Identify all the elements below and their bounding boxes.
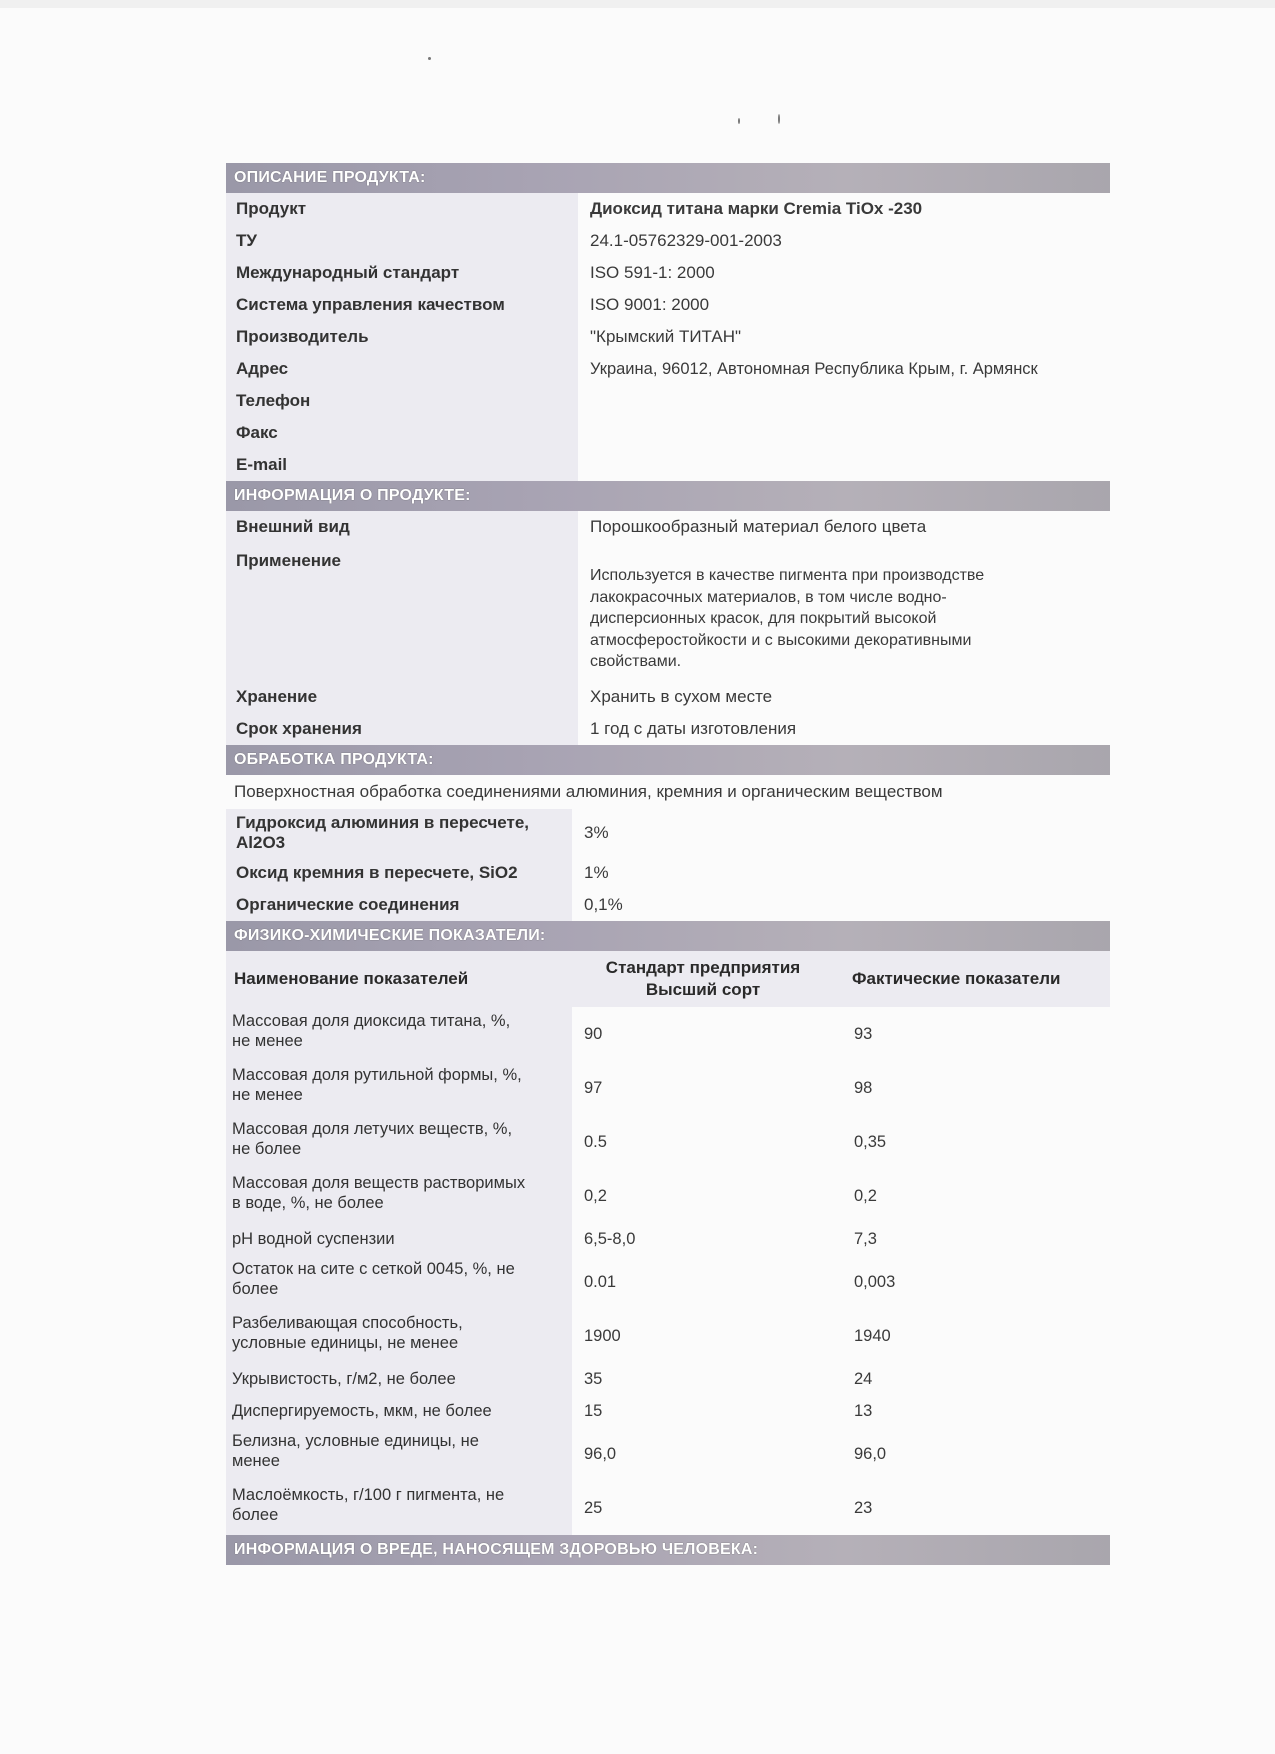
indicator-name-line: более <box>232 1280 279 1298</box>
standard-value: 96,0 <box>584 1444 617 1463</box>
indicator-name-line: Белизна, условные единицы, не <box>232 1432 479 1450</box>
table-row <box>226 809 1110 857</box>
table-row <box>226 321 1110 353</box>
header-standard-line: Стандарт предприятия <box>605 958 801 977</box>
physchem-rows <box>226 1007 1110 1535</box>
table-row <box>226 225 1110 257</box>
row-value: Порошкообразный материал белого цвета <box>590 517 927 536</box>
table-row <box>226 449 1110 481</box>
row-label: Факс <box>226 417 578 449</box>
row-label: Срок хранения <box>226 713 578 745</box>
table-row <box>226 1115 1110 1169</box>
indicator-name <box>226 1061 572 1115</box>
section-title: ИНФОРМАЦИЯ О ПРОДУКТЕ: <box>226 481 1110 511</box>
table-row <box>226 1363 1110 1395</box>
row-label: Оксид кремния в пересчете, SiO2 <box>226 857 572 889</box>
standard-value: 15 <box>584 1401 603 1420</box>
indicator-name <box>226 1363 572 1395</box>
indicator-name-line: менее <box>232 1452 280 1470</box>
indicator-name <box>226 1481 572 1535</box>
actual-value: 13 <box>854 1401 873 1420</box>
indicator-name-line: не менее <box>232 1032 303 1050</box>
indicator-name-line: Остаток на сите с сеткой 0045, %, не <box>232 1260 515 1278</box>
table-row <box>226 289 1110 321</box>
indicator-name <box>226 1223 572 1255</box>
usage-line: атмосферостойкости и с высокими декоративными <box>590 631 972 649</box>
indicator-name <box>226 1115 572 1169</box>
indicator-name <box>226 1255 572 1309</box>
table-row <box>226 857 1110 889</box>
table-row <box>226 1481 1110 1535</box>
scan-speck <box>778 114 780 124</box>
actual-value: 23 <box>854 1498 873 1517</box>
actual-value: 24 <box>854 1369 873 1388</box>
standard-value: 1900 <box>584 1326 621 1345</box>
table-row <box>226 1395 1110 1427</box>
row-value: Диоксид титана марки Cremia TiOx -230 <box>590 199 923 218</box>
product-info-section <box>226 481 1110 745</box>
actual-value: 96,0 <box>854 1444 887 1463</box>
row-label: Хранение <box>226 681 578 713</box>
actual-value: 7,3 <box>854 1229 877 1248</box>
actual-value: 1940 <box>854 1326 891 1345</box>
standard-value: 90 <box>584 1024 603 1043</box>
standard-value: 35 <box>584 1369 603 1388</box>
indicator-name <box>226 1427 572 1481</box>
table-row <box>226 1169 1110 1223</box>
scan-edge <box>0 0 1275 8</box>
header-standard <box>572 951 834 1007</box>
row-value: 24.1-05762329-001-2003 <box>590 231 782 250</box>
table-row <box>226 543 1110 681</box>
table-row <box>226 1427 1110 1481</box>
table-header <box>226 951 1110 1007</box>
row-value: 0,1% <box>584 895 623 914</box>
actual-value: 0,003 <box>854 1272 896 1291</box>
table-row <box>226 1255 1110 1309</box>
usage-line: лакокрасочных материалов, в том числе водно- <box>590 588 947 606</box>
row-label: Применение <box>226 543 578 681</box>
usage-line: Используется в качестве пигмента при производстве <box>590 567 985 584</box>
indicator-name-line: условные единицы, не менее <box>232 1334 459 1352</box>
indicator-name-line: Массовая доля рутильной формы, %, <box>232 1066 522 1084</box>
indicator-name <box>226 1169 572 1223</box>
table-row <box>226 681 1110 713</box>
scan-speck <box>738 118 740 124</box>
indicator-name-line: Массовая доля диоксида титана, %, <box>232 1012 511 1030</box>
actual-value: 98 <box>854 1078 873 1097</box>
indicator-name <box>226 1309 572 1363</box>
product-sheet <box>226 163 1110 1565</box>
indicator-name-line: Разбеливающая способность, <box>232 1314 463 1332</box>
row-label: Внешний вид <box>226 511 578 543</box>
row-label: Система управления качеством <box>226 289 578 321</box>
indicator-name-line: Диспергируемость, мкм, не более <box>232 1402 492 1420</box>
standard-value: 25 <box>584 1498 603 1517</box>
usage-line: дисперсионных красок, для покрытий высокой <box>590 610 937 627</box>
table-row <box>226 1309 1110 1363</box>
table-row <box>226 257 1110 289</box>
header-name: Наименование показателей <box>226 951 572 1007</box>
table-row <box>226 385 1110 417</box>
standard-value: 6,5-8,0 <box>584 1229 636 1248</box>
table-row <box>226 713 1110 745</box>
indicator-name-line: Массовая доля летучих веществ, %, <box>232 1120 513 1138</box>
section-title: ИНФОРМАЦИЯ О ВРЕДЕ, НАНОСЯЩЕМ ЗДОРОВЬЮ ЧЕЛОВЕКА: <box>226 1535 1110 1565</box>
indicator-name <box>226 1007 572 1061</box>
section-title: ФИЗИКО-ХИМИЧЕСКИЕ ПОКАЗАТЕЛИ: <box>226 921 1110 951</box>
physchem-section <box>226 921 1110 1535</box>
product-description-section <box>226 163 1110 481</box>
indicator-name <box>226 1395 572 1427</box>
indicator-name-line: в воде, %, не более <box>232 1194 384 1212</box>
row-label: ТУ <box>226 225 578 257</box>
row-label: Производитель <box>226 321 578 353</box>
standard-value: 97 <box>584 1078 603 1097</box>
row-label: Продукт <box>226 193 578 225</box>
indicator-name-line: более <box>232 1506 279 1524</box>
section-title: ОПИСАНИЕ ПРОДУКТА: <box>226 163 1110 193</box>
usage-line: свойствами. <box>590 653 682 670</box>
header-actual: Фактические показатели <box>834 951 1110 1007</box>
table-row <box>226 1223 1110 1255</box>
row-value: Хранить в сухом месте <box>590 687 773 706</box>
row-value: 3% <box>584 823 609 842</box>
indicator-name-line: не менее <box>232 1086 303 1104</box>
table-row <box>226 353 1110 385</box>
row-value: 1% <box>584 863 609 882</box>
row-value: Украина, 96012, Автономная Республика Крым, г. Армянск <box>590 360 1038 378</box>
table-row <box>226 417 1110 449</box>
row-label: Международный стандарт <box>226 257 578 289</box>
row-value: ISO 591-1: 2000 <box>590 263 715 282</box>
label-line: Al2O3 <box>236 833 286 852</box>
actual-value: 0,35 <box>854 1132 887 1151</box>
table-row <box>226 511 1110 543</box>
standard-value: 0,2 <box>584 1186 607 1205</box>
actual-value: 0,2 <box>854 1186 877 1205</box>
row-label: Адрес <box>226 353 578 385</box>
indicator-name-line: pH водной суспензии <box>232 1230 395 1248</box>
standard-value: 0.01 <box>584 1272 617 1291</box>
actual-value: 93 <box>854 1024 873 1043</box>
table-row <box>226 1061 1110 1115</box>
product-processing-section <box>226 745 1110 921</box>
header-standard-line: Высший сорт <box>645 980 761 999</box>
table-row <box>226 1007 1110 1061</box>
row-label: Органические соединения <box>226 889 572 921</box>
row-value <box>578 449 1110 481</box>
label-line: Гидроксид алюминия в пересчете, <box>236 813 529 832</box>
row-value <box>578 543 1110 681</box>
row-value: 1 год с даты изготовления <box>590 719 797 738</box>
scan-speck <box>428 57 431 60</box>
standard-value: 0.5 <box>584 1132 607 1151</box>
row-value: "Крымский ТИТАН" <box>590 327 742 346</box>
table-row <box>226 193 1110 225</box>
table-row <box>226 889 1110 921</box>
row-label: Телефон <box>226 385 578 417</box>
indicator-name-line: не более <box>232 1140 302 1158</box>
row-label: E-mail <box>226 449 578 481</box>
row-label <box>226 809 572 857</box>
row-value <box>578 385 1110 417</box>
indicator-name-line: Укрывистость, г/м2, не более <box>232 1370 456 1388</box>
processing-note: Поверхностная обработка соединениями алюминия, кремния и органическим веществом <box>234 782 943 801</box>
section-title: ОБРАБОТКА ПРОДУКТА: <box>226 745 1110 775</box>
row-value: ISO 9001: 2000 <box>590 295 710 314</box>
row-value <box>578 417 1110 449</box>
indicator-name-line: Маслоёмкость, г/100 г пигмента, не <box>232 1486 505 1504</box>
indicator-name-line: Массовая доля веществ растворимых <box>232 1174 526 1192</box>
